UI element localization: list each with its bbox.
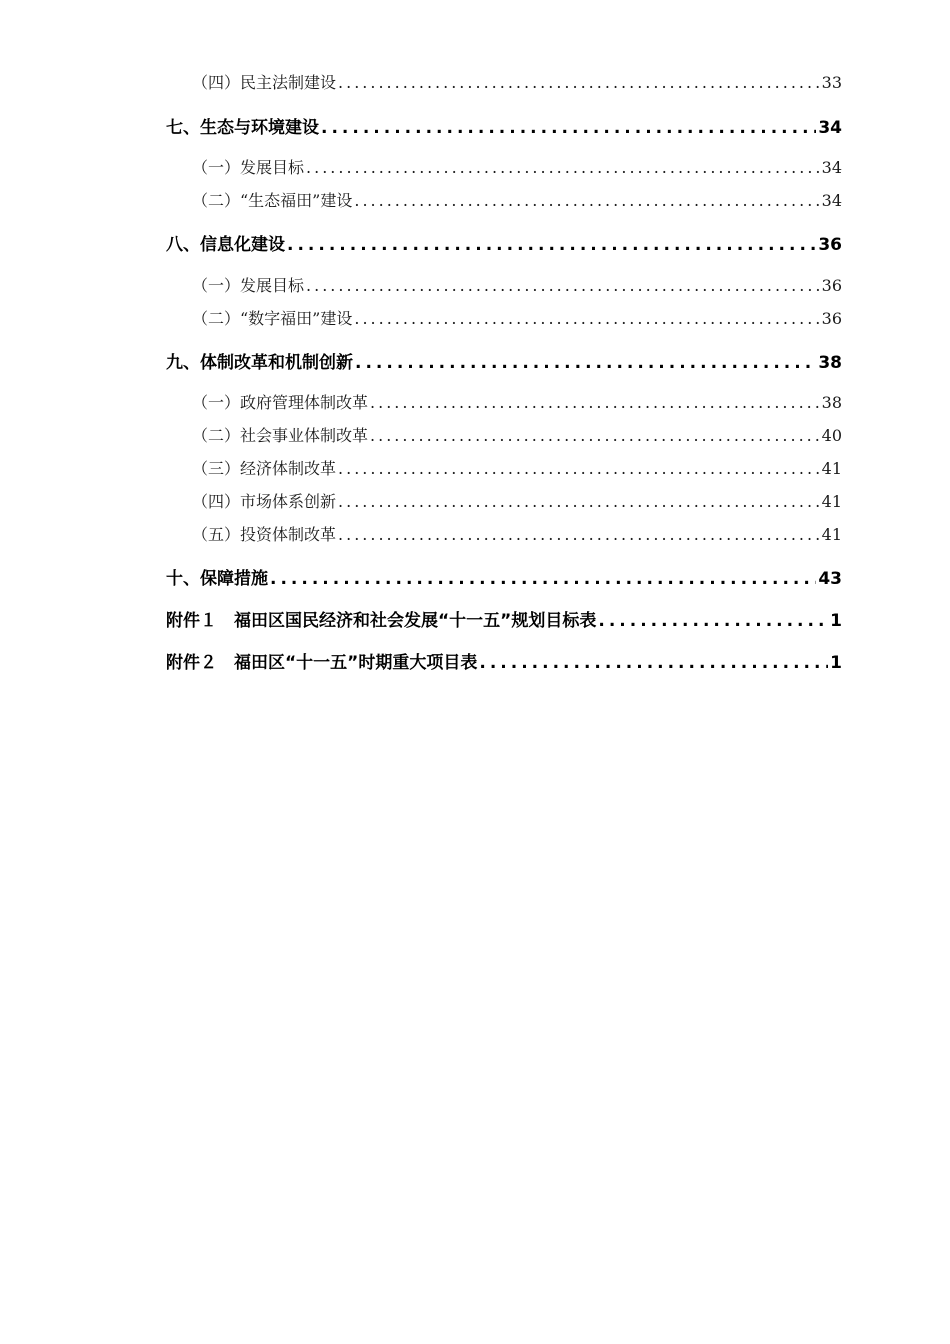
toc-entry-page: 40 — [821, 426, 842, 445]
toc-entry-label: 附件１ 福田区国民经济和社会发展“十一五”规划目标表 — [166, 611, 597, 631]
toc-entry-label: （一）发展目标 — [192, 276, 305, 295]
toc-dot-leader — [598, 611, 828, 631]
toc-entry-label: （二）社会事业体制改革 — [192, 426, 369, 445]
toc-entry[interactable] — [192, 423, 842, 446]
toc-entry[interactable] — [192, 390, 842, 413]
toc-entry-label: 八、信息化建设 — [166, 235, 285, 255]
toc-entry-page: 1 — [830, 653, 842, 673]
toc-dot-leader — [354, 191, 819, 210]
toc-entry-page: 38 — [818, 353, 842, 373]
toc-entry[interactable] — [192, 155, 842, 178]
toc-entry-label: （二）“生态福田”建设 — [192, 191, 353, 210]
toc-entry-page: 1 — [830, 611, 842, 631]
toc-entry-page: 41 — [821, 492, 842, 511]
toc-entry[interactable] — [166, 564, 842, 589]
toc-dot-leader — [306, 158, 820, 177]
toc-dot-leader — [338, 492, 820, 511]
toc-dot-leader — [370, 393, 820, 412]
toc-entry[interactable] — [166, 606, 842, 631]
toc-entry[interactable] — [192, 188, 842, 211]
toc-dot-leader — [479, 653, 828, 673]
toc-entry[interactable] — [192, 70, 842, 93]
toc-dot-leader — [370, 426, 820, 445]
toc-entry-label: （四）民主法制建设 — [192, 73, 337, 92]
toc-entry[interactable] — [166, 648, 842, 673]
toc-entry-label: （一）发展目标 — [192, 158, 305, 177]
toc-entry[interactable] — [192, 306, 842, 329]
toc-entry[interactable] — [166, 348, 842, 373]
toc-entry-page: 36 — [821, 309, 842, 328]
toc-entry-page: 36 — [821, 276, 842, 295]
toc-entry-label: 十、保障措施 — [166, 569, 268, 589]
toc-dot-leader — [338, 73, 820, 92]
toc-dot-leader — [287, 235, 816, 255]
toc-entry-label: 附件２ 福田区“十一五”时期重大项目表 — [166, 653, 478, 673]
toc-entry[interactable] — [192, 273, 842, 296]
toc-entry-page: 34 — [821, 158, 842, 177]
toc-entry[interactable] — [192, 456, 842, 479]
toc-entry-label: 七、生态与环境建设 — [166, 118, 319, 138]
toc-entry-label: （二）“数字福田”建设 — [192, 309, 353, 328]
toc-entry-page: 34 — [818, 118, 842, 138]
toc-dot-leader — [321, 118, 816, 138]
toc-entry-label: 九、体制改革和机制创新 — [166, 353, 353, 373]
toc-dot-leader — [354, 309, 819, 328]
toc-dot-leader — [338, 459, 820, 478]
toc-entry[interactable] — [166, 230, 842, 255]
toc-entry-page: 33 — [821, 73, 842, 92]
toc-dot-leader — [338, 525, 820, 544]
toc-entry-label: （五）投资体制改革 — [192, 525, 337, 544]
toc-entry-page: 41 — [821, 459, 842, 478]
toc-entry-page: 43 — [818, 569, 842, 589]
toc-entry-label: （四）市场体系创新 — [192, 492, 337, 511]
toc-entry-page: 34 — [821, 191, 842, 210]
toc-dot-leader — [355, 353, 816, 373]
toc-entry-page: 36 — [818, 235, 842, 255]
toc-entry-label: （三）经济体制改革 — [192, 459, 337, 478]
toc-entry[interactable] — [166, 113, 842, 138]
toc-entry-page: 38 — [821, 393, 842, 412]
toc-dot-leader — [270, 569, 816, 589]
toc-entry[interactable] — [192, 489, 842, 512]
toc-dot-leader — [306, 276, 820, 295]
toc-entry-page: 41 — [821, 525, 842, 544]
toc-entry-label: （一）政府管理体制改革 — [192, 393, 369, 412]
toc-entry[interactable] — [192, 522, 842, 545]
